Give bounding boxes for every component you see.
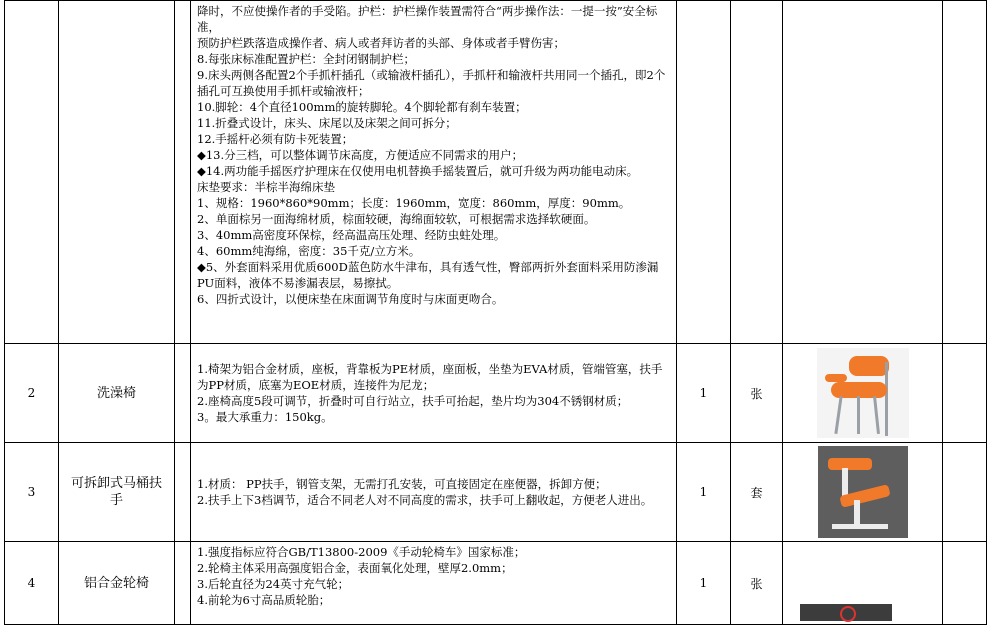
spec-line: 2.座椅高度5段可调节，折叠时可自行站立，扶手可抬起，垫片均为304不锈钢材质； <box>197 394 629 408</box>
qty-cell: 1 <box>677 443 731 542</box>
spec-line: 1、规格：1960*860*90mm；长度：1960mm，宽度：860mm，厚度：90mm。 <box>197 196 631 210</box>
spacer-cell <box>175 344 191 443</box>
procurement-spec-table <box>4 0 987 625</box>
spec-line: 预防护栏跌落造成操作者、病人或者拜访者的头部、身体或者手臂伤害； <box>197 36 565 50</box>
shower-chair-image <box>817 348 909 438</box>
qty-cell: 1 <box>677 542 731 625</box>
name-cell <box>59 1 175 344</box>
spec-line: 6、四折式设计，以便床垫在床面调节角度时与床面更吻合。 <box>197 292 504 306</box>
table-row <box>5 1 987 344</box>
note-cell <box>943 1 987 344</box>
spec-line: ◆5、外套面料采用优质600D蓝色防水牛津布，具有透气性，臀部两折外套面料采用防渗漏PU面料，液体不易渗漏表层，易擦拭。 <box>197 260 659 290</box>
spacer-cell <box>175 443 191 542</box>
spec-line: ◆13.分三档，可以整体调节床高度，方便适应不同需求的用户； <box>197 148 524 162</box>
spec-line: 4、60mm纯海绵，密度：35千克/立方米。 <box>197 244 421 258</box>
wheelchair-image <box>800 604 892 621</box>
spacer-cell <box>175 1 191 344</box>
spec-line: 2.扶手上下3档调节，适合不同老人对不同高度的需求，扶手可上翻收起，方便老人进出。 <box>197 493 653 507</box>
spec-line: 10.脚轮：4个直径100mm的旋转脚轮。4个脚轮都有刹车装置； <box>197 100 527 114</box>
name-cell: 铝合金轮椅 <box>59 542 175 625</box>
unit-cell: 张 <box>731 542 783 625</box>
spec-line: 1.椅架为铝合金材质，座板，背靠板为PE材质，座面板，坐垫为EVA材质，管端管塞，扶手为PP材质，底塞为EOE材质，连接件为尼龙； <box>197 362 663 392</box>
spec-line: 降时，不应使操作者的手受陷。护栏：护栏操作装置需符合“两步操作法：一提一按”安全标准， <box>197 4 658 34</box>
qty-cell <box>677 1 731 344</box>
index-cell: 3 <box>5 443 59 542</box>
index-cell <box>5 1 59 344</box>
spec-line: 3、40mm高密度环保棕，经高温高压处理、经防虫蛀处理。 <box>197 228 506 242</box>
spec-line: 2、单面棕另一面海绵材质，棕面较硬，海绵面较软，可根据需求选择软硬面。 <box>197 212 596 226</box>
spec-line: 3.后轮直径为24英寸充气轮； <box>197 577 350 591</box>
note-cell <box>943 542 987 625</box>
name-cell: 可拆卸式马桶扶手 <box>59 443 175 542</box>
spec-line: 11.折叠式设计，床头、床尾以及床架之间可拆分； <box>197 116 457 130</box>
spec-line: 1.强度指标应符合GB/T13800-2009《手动轮椅车》国家标准； <box>197 545 526 559</box>
spec-line: 4.前轮为6寸高品质轮胎； <box>197 593 331 607</box>
spec-cell <box>191 344 677 443</box>
note-cell <box>943 344 987 443</box>
name-cell: 洗澡椅 <box>59 344 175 443</box>
table-row <box>5 344 987 443</box>
qty-cell: 1 <box>677 344 731 443</box>
spec-line: 3。最大承重力：150kg。 <box>197 410 333 424</box>
index-cell: 2 <box>5 344 59 443</box>
index-cell: 4 <box>5 542 59 625</box>
unit-cell: 张 <box>731 344 783 443</box>
spec-cell <box>191 542 677 625</box>
toilet-rail-image <box>818 446 908 538</box>
note-cell <box>943 443 987 542</box>
spec-line: ◆14.两功能手摇医疗护理床在仅使用电机替换手摇装置后，就可升级为两功能电动床。 <box>197 164 639 178</box>
spacer-cell <box>175 542 191 625</box>
image-cell <box>783 1 943 344</box>
unit-cell: 套 <box>731 443 783 542</box>
table-row <box>5 443 987 542</box>
spec-line: 1.材质： PP扶手，钢管支架，无需打孔安装，可直接固定在座便器，拆卸方便； <box>197 477 607 491</box>
unit-cell <box>731 1 783 344</box>
spec-line: 9.床头两侧各配置2个手抓杆插孔（或输液杆插孔），手抓杆和输液杆共用同一个插孔，即2个插孔可互换使用手抓杆或输液杆； <box>197 68 666 98</box>
spec-line: 床垫要求：半棕半海绵床垫 <box>197 180 335 194</box>
spec-line: 2.轮椅主体采用高强度铝合金，表面氧化处理，壁厚2.0mm； <box>197 561 513 575</box>
spec-line: 12.手摇杆必须有防卡死装置； <box>197 132 354 146</box>
spec-cell <box>191 1 677 344</box>
image-cell <box>783 443 943 542</box>
spec-line: 8.每张床标准配置护栏：全封闭钢制护栏； <box>197 52 415 66</box>
spec-cell <box>191 443 677 542</box>
image-cell <box>783 344 943 443</box>
